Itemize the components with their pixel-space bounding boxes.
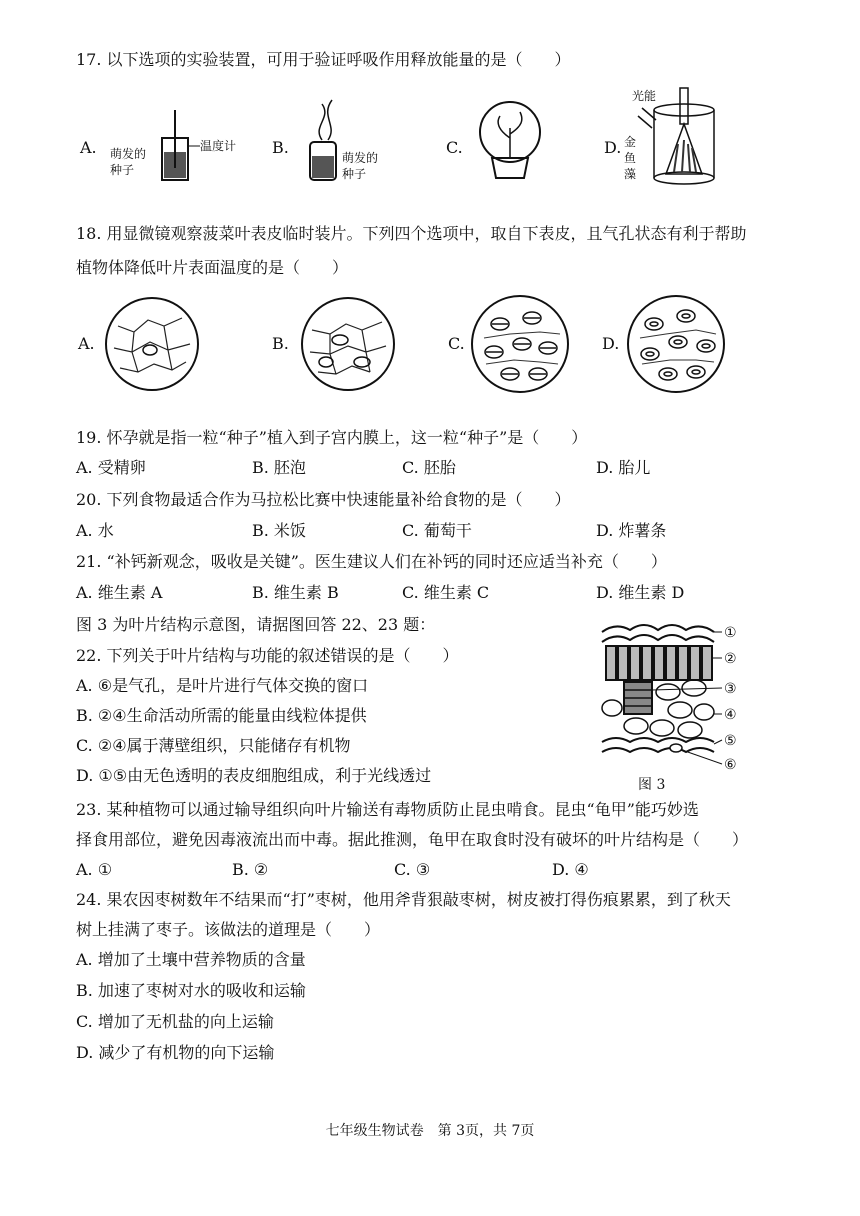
q22-option-b: B. ②④生命活动所需的能量由线粒体提供	[76, 706, 367, 725]
q23-stem-line2: 择食用部位，避免因毒液流出而中毒。据此推测，龟甲在取食时没有破坏的叶片结构是（ ）	[76, 830, 749, 849]
q24-option-d: D. 减少了有机物的向下运输	[76, 1043, 275, 1062]
fig3-marker-2: ②	[724, 651, 737, 667]
fig3-marker-1: ①	[724, 625, 737, 641]
q17-b-seed-label: 萌发的	[342, 151, 379, 165]
fig3-marker-6: ⑥	[724, 757, 737, 773]
q22-option-c: C. ②④属于薄壁组织，只能储存有机物	[76, 736, 351, 755]
q20-option-c: C. 葡萄干	[402, 521, 472, 540]
q17-a-seed-label: 萌发的	[110, 147, 147, 161]
fig3-intro: 图 3 为叶片结构示意图，请据图回答 22、23 题：	[76, 615, 436, 634]
q18-stem-line1: 18. 用显微镜观察菠菜叶表皮临时装片。下列四个选项中，取自下表皮，且气孔状态有利于帮助	[76, 224, 747, 243]
q17-option-d: D.	[604, 138, 622, 157]
q18-option-c: C.	[448, 334, 465, 353]
q24-option-b: B. 加速了枣树对水的吸收和运输	[76, 981, 306, 1000]
q17-d-light-label: 光能	[632, 89, 657, 103]
q20-option-d: D. 炸薯条	[596, 521, 667, 540]
q17-figure-d	[622, 84, 732, 194]
q22-option-d: D. ①⑤由无色透明的表皮细胞组成，利于光线透过	[76, 766, 432, 785]
q23-stem-line1: 23. 某种植物可以通过输导组织向叶片输送有毒物质防止昆虫啃食。昆虫“龟甲”能巧妙选	[76, 800, 699, 819]
q19-option-b: B. 胚泡	[252, 458, 306, 477]
q23-option-c: C. ③	[394, 860, 431, 879]
q18-option-b: B.	[272, 334, 289, 353]
q18-figure-c	[470, 294, 570, 394]
q17-option-a: A.	[80, 138, 97, 157]
q18-figure-b	[300, 296, 396, 392]
q20-stem: 20. 下列食物最适合作为马拉松比赛中快速能量补给食物的是（ ）	[76, 490, 571, 509]
q17-d-plant-label-2: 鱼	[624, 151, 637, 165]
q19-stem: 19. 怀孕就是指一粒“种子”植入到子宫内膜上，这一粒“种子”是（ ）	[76, 428, 588, 447]
q22-option-a: A. ⑥是气孔，是叶片进行气体交换的窗口	[76, 676, 369, 695]
q18-option-d: D.	[602, 334, 620, 353]
q17-figure-a	[100, 108, 250, 188]
q17-stem: 17. 以下选项的实验装置，可用于验证呼吸作用释放能量的是（ ）	[76, 50, 571, 69]
q18-option-a: A.	[78, 334, 95, 353]
q21-option-c: C. 维生素 C	[402, 583, 490, 602]
q23-option-a: A. ①	[76, 860, 113, 879]
q17-option-b: B.	[272, 138, 289, 157]
q17-a-seed-label-2: 种子	[110, 163, 135, 177]
q22-stem: 22. 下列关于叶片结构与功能的叙述错误的是（ ）	[76, 646, 459, 665]
q24-option-c: C. 增加了无机盐的向上运输	[76, 1012, 274, 1031]
q21-option-d: D. 维生素 D	[596, 583, 685, 602]
q21-stem: 21. “补钙新观念，吸收是关键”。医生建议人们在补钙的同时还应适当补充（ ）	[76, 552, 667, 571]
q24-stem-line2: 树上挂满了枣子。该做法的道理是（ ）	[76, 920, 381, 939]
q24-stem-line1: 24. 果农因枣树数年不结果而“打”枣树，他用斧背狠敲枣树，树皮被打得伤痕累累，到了秋天	[76, 890, 731, 909]
q17-d-plant-label-1: 金	[624, 135, 637, 149]
q17-option-c: C.	[446, 138, 463, 157]
q17-figure-b	[292, 96, 402, 188]
page-footer: 七年级生物试卷 第 3页，共 7页	[325, 1123, 535, 1139]
q21-option-a: A. 维生素 A	[76, 583, 163, 602]
q17-figure-c	[470, 98, 550, 184]
q18-figure-d	[626, 294, 726, 394]
fig3-marker-3: ③	[724, 681, 737, 697]
q17-a-thermo-label: 温度计	[200, 139, 237, 153]
q19-option-a: A. 受精卵	[76, 458, 146, 477]
q23-option-b: B. ②	[232, 860, 269, 879]
q20-option-a: A. 水	[76, 521, 114, 540]
q17-d-plant-label-3: 藻	[624, 167, 637, 181]
q19-option-c: C. 胚胎	[402, 458, 456, 477]
leaf-structure-figure	[596, 618, 746, 776]
q18-figure-a	[104, 296, 200, 392]
q19-option-d: D. 胎儿	[596, 458, 651, 477]
q20-option-b: B. 米饭	[252, 521, 306, 540]
fig3-marker-4: ④	[724, 707, 737, 723]
q23-option-d: D. ④	[552, 860, 589, 879]
q18-stem-line2: 植物体降低叶片表面温度的是（ ）	[76, 258, 349, 277]
fig3-caption: 图 3	[638, 777, 666, 793]
q17-b-seed-label-2: 种子	[342, 167, 367, 181]
q24-option-a: A. 增加了土壤中营养物质的含量	[76, 950, 306, 969]
fig3-marker-5: ⑤	[724, 733, 737, 749]
q21-option-b: B. 维生素 B	[252, 583, 339, 602]
